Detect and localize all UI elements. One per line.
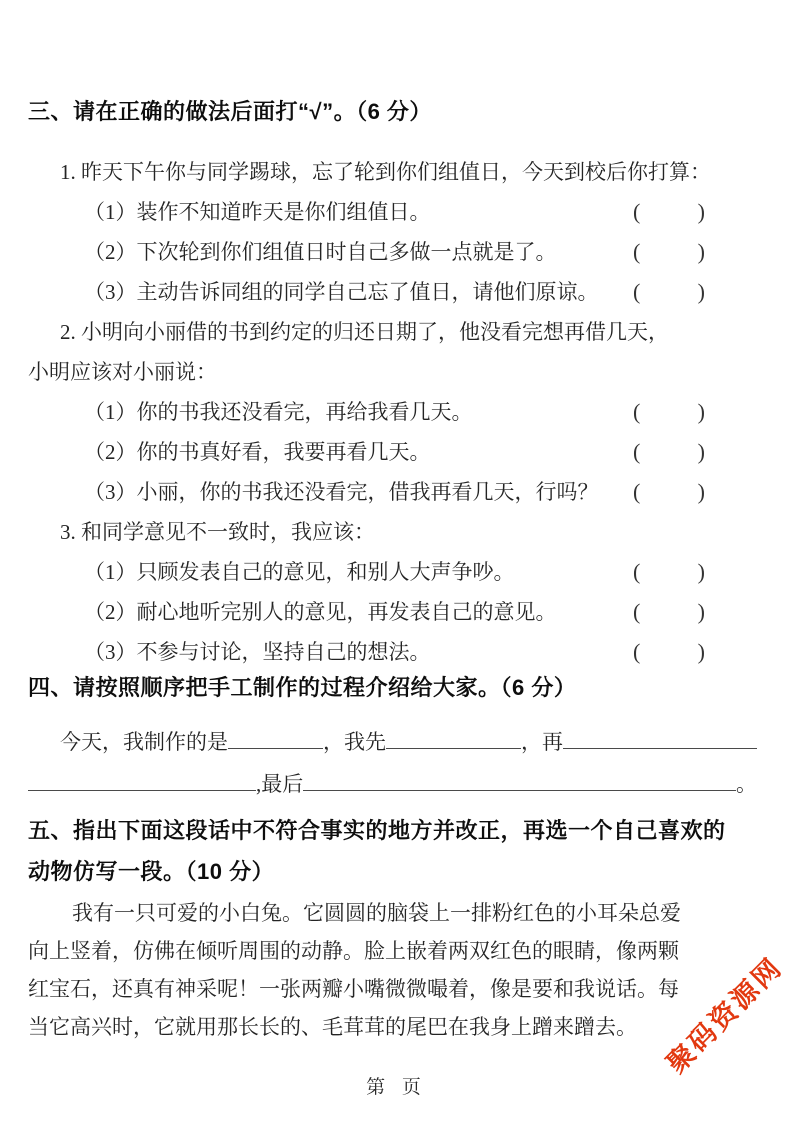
question-2-stem-continued: 小明应该对小丽说： [28, 360, 217, 384]
answer-bracket[interactable] [633, 592, 705, 632]
paragraph-line: 我有一只可爱的小白兔。它圆圆的脑袋上一排粉红色的小耳朵总爱 [72, 901, 681, 925]
paragraph-line: 红宝石，还真有神采呢！一张两瓣小嘴微微嘬着，像是要和我说话。每 [28, 977, 679, 1001]
fill-blank[interactable] [228, 720, 323, 749]
section-five-heading-line1: 五、指出下面这段话中不符合事实的地方并改正，再选一个自己喜欢的 [28, 818, 726, 843]
page-footer: 第 页 [366, 1077, 427, 1098]
rabbit-paragraph [28, 894, 757, 1046]
close-paren: ) [697, 199, 705, 224]
option-text: （2）下次轮到你们组值日时自己多做一点就是了。 [84, 240, 557, 264]
section-three-heading: 三、请在正确的做法后面打“√”。（6 分） [28, 99, 432, 124]
open-paren: ( [633, 479, 641, 504]
fill-text: 今天，我制作的是 [60, 730, 228, 754]
fill-text: ，我先 [323, 730, 386, 754]
close-paren: ) [697, 399, 705, 424]
fill-blank[interactable] [563, 720, 757, 749]
close-paren: ) [697, 599, 705, 624]
open-paren: ( [633, 559, 641, 584]
option-text: （1）装作不知道昨天是你们组值日。 [84, 200, 431, 224]
fill-text: ，再 [521, 730, 563, 754]
answer-bracket[interactable] [633, 632, 705, 672]
open-paren: ( [633, 199, 641, 224]
question-2-stem: 2. 小明向小丽借的书到约定的归还日期了，他没看完想再借几天， [60, 320, 669, 344]
section-five-heading-line2: 动物仿写一段。（10 分） [28, 859, 275, 884]
page-content [28, 96, 757, 1046]
fill-line-1 [28, 720, 757, 762]
paragraph-line: 向上竖着，仿佛在倾听周围的动静。脸上嵌着两双红色的眼睛，像两颗 [28, 939, 679, 963]
close-paren: ) [697, 639, 705, 664]
option-text: （1）你的书我还没看完，再给我看几天。 [84, 400, 473, 424]
watermark-text: 聚码资源网 [661, 951, 789, 1079]
answer-bracket[interactable] [633, 432, 705, 472]
option-row [28, 192, 757, 232]
close-paren: ) [697, 559, 705, 584]
section-three [28, 96, 757, 672]
option-row [28, 272, 757, 312]
section-four-heading: 四、请按照顺序把手工制作的过程介绍给大家。（6 分） [28, 675, 577, 700]
section-four [28, 672, 757, 804]
open-paren: ( [633, 599, 641, 624]
option-row [28, 392, 757, 432]
open-paren: ( [633, 639, 641, 664]
answer-bracket[interactable] [633, 272, 705, 312]
option-row [28, 552, 757, 592]
close-paren: ) [697, 239, 705, 264]
answer-bracket[interactable] [633, 192, 705, 232]
fill-blank[interactable] [28, 762, 256, 791]
close-paren: ) [697, 279, 705, 304]
question-1-stem: 1. 昨天下午你与同学踢球，忘了轮到你们组值日，今天到校后你打算： [60, 160, 711, 184]
open-paren: ( [633, 439, 641, 464]
fill-blank[interactable] [303, 762, 736, 791]
open-paren: ( [633, 239, 641, 264]
option-text: （2）你的书真好看，我要再看几天。 [84, 440, 431, 464]
answer-bracket[interactable] [633, 472, 705, 512]
fill-text: ,最后 [256, 772, 304, 796]
option-row [28, 432, 757, 472]
paragraph-line: 当它高兴时，它就用那长长的、毛茸茸的尾巴在我身上蹭来蹭去。 [28, 1015, 637, 1039]
option-text: （1）只顾发表自己的意见，和别人大声争吵。 [84, 560, 515, 584]
option-row [28, 592, 757, 632]
option-text: （2）耐心地听完别人的意见，再发表自己的意见。 [84, 600, 557, 624]
close-paren: ) [697, 479, 705, 504]
option-row [28, 472, 757, 512]
option-text: （3）不参与讨论，坚持自己的想法。 [84, 640, 431, 664]
answer-bracket[interactable] [633, 392, 705, 432]
option-text: （3）主动告诉同组的同学自己忘了值日，请他们原谅。 [84, 280, 599, 304]
answer-bracket[interactable] [633, 232, 705, 272]
section-five [28, 810, 757, 1046]
fill-line-2 [28, 762, 757, 804]
option-row [28, 632, 757, 672]
answer-bracket[interactable] [633, 552, 705, 592]
close-paren: ) [697, 439, 705, 464]
section-five-heading [28, 810, 757, 892]
question-3-stem: 3. 和同学意见不一致时，我应该： [60, 520, 375, 544]
option-row [28, 232, 757, 272]
fill-text: 。 [736, 772, 757, 796]
open-paren: ( [633, 279, 641, 304]
option-text: （3）小丽，你的书我还没看完，借我再看几天，行吗？ [84, 480, 599, 504]
fill-blank[interactable] [386, 720, 521, 749]
open-paren: ( [633, 399, 641, 424]
